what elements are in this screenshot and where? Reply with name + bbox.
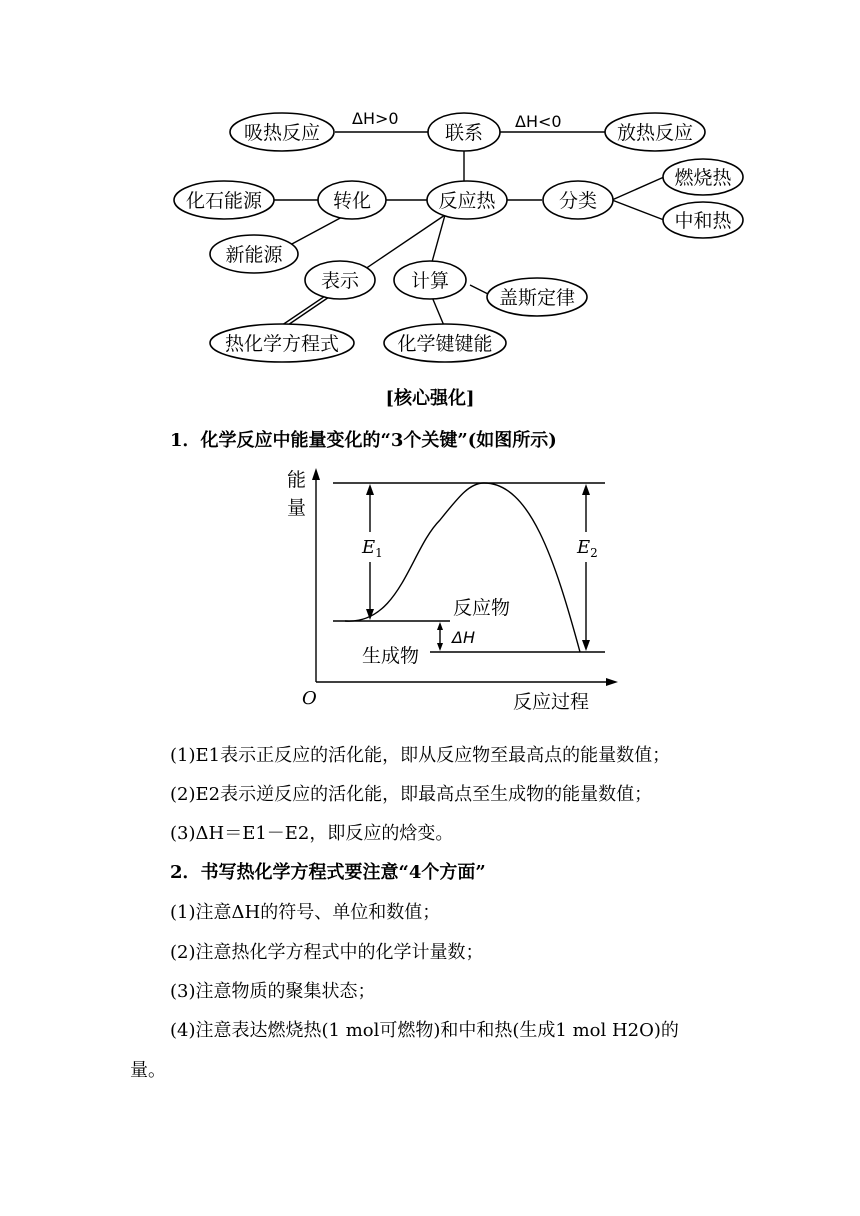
point2-item-1: (1)注意ΔH的符号、单位和数值； [170, 902, 441, 923]
dh-label: ΔH [452, 628, 475, 647]
point1-item-2: (2)E2表示逆反应的活化能，即最高点至生成物的能量数值； [170, 784, 653, 805]
point2-item-4: (4)注意表达燃烧热(1 mol可燃物)和中和热(生成1 mol H2O)的 [170, 1020, 679, 1041]
e2-arrow-head-down [582, 640, 590, 651]
node-classify-label: 分类 [558, 190, 598, 212]
node-bond-energy-label: 化学键键能 [397, 333, 493, 355]
y-axis-arrow [312, 468, 320, 480]
node-combustion-heat-label: 燃烧热 [674, 167, 732, 189]
reactant-label: 反应物 [453, 597, 511, 619]
y-axis-label-1: 能 [287, 469, 307, 491]
point1-item-1: (1)E1表示正反应的活化能，即从反应物至最高点的能量数值； [170, 745, 671, 766]
node-link-label: 联系 [444, 122, 484, 144]
point2-continuation: 量。 [130, 1060, 166, 1081]
node-new-energy-label: 新能源 [225, 244, 283, 266]
e2-label: $E_2$ [577, 537, 598, 560]
point1-title: 1．化学反应中能量变化的“3个关键”(如图所示) [170, 430, 557, 451]
e1-arrow-head-up [366, 484, 374, 495]
edge-label-dh-negative: ΔH<0 [515, 112, 562, 131]
point1-item-3: (3)ΔH＝E1－E2，即反应的焓变。 [170, 823, 454, 844]
node-calculate-label: 计算 [410, 270, 450, 292]
energy-diagram [312, 468, 618, 686]
node-exothermic-label: 放热反应 [616, 122, 694, 144]
node-endothermic-label: 吸热反应 [243, 122, 321, 144]
point2-item-3: (3)注意物质的聚集状态； [170, 981, 376, 1002]
origin-label: O [302, 688, 317, 709]
y-axis-label-2: 量 [287, 497, 307, 519]
node-fossil-energy-label: 化石能源 [185, 190, 263, 212]
energy-curve [345, 483, 580, 652]
node-thermo-equation-label: 热化学方程式 [224, 333, 340, 355]
dh-arrow-head-up [437, 622, 443, 630]
concept-map-edges [260, 132, 664, 340]
product-label: 生成物 [362, 645, 420, 667]
node-convert-label: 转化 [332, 190, 372, 212]
x-axis-label: 反应过程 [513, 691, 590, 713]
dh-arrow-head-down [437, 643, 443, 651]
e1-label: $E_1$ [362, 537, 383, 560]
node-represent-label: 表示 [320, 270, 360, 292]
e2-arrow-head-up [582, 484, 590, 495]
point2-title: 2．书写热化学方程式要注意“4个方面” [170, 862, 486, 883]
edge-label-dh-positive: ΔH>0 [352, 109, 399, 128]
section-title: [核心强化] [385, 388, 475, 409]
point2-item-2: (2)注意热化学方程式中的化学计量数； [170, 942, 484, 963]
node-reaction-heat-label: 反应热 [438, 190, 496, 212]
node-neutral-heat-label: 中和热 [674, 210, 732, 232]
node-hess-law-label: 盖斯定律 [498, 287, 576, 309]
x-axis-arrow [606, 678, 618, 686]
